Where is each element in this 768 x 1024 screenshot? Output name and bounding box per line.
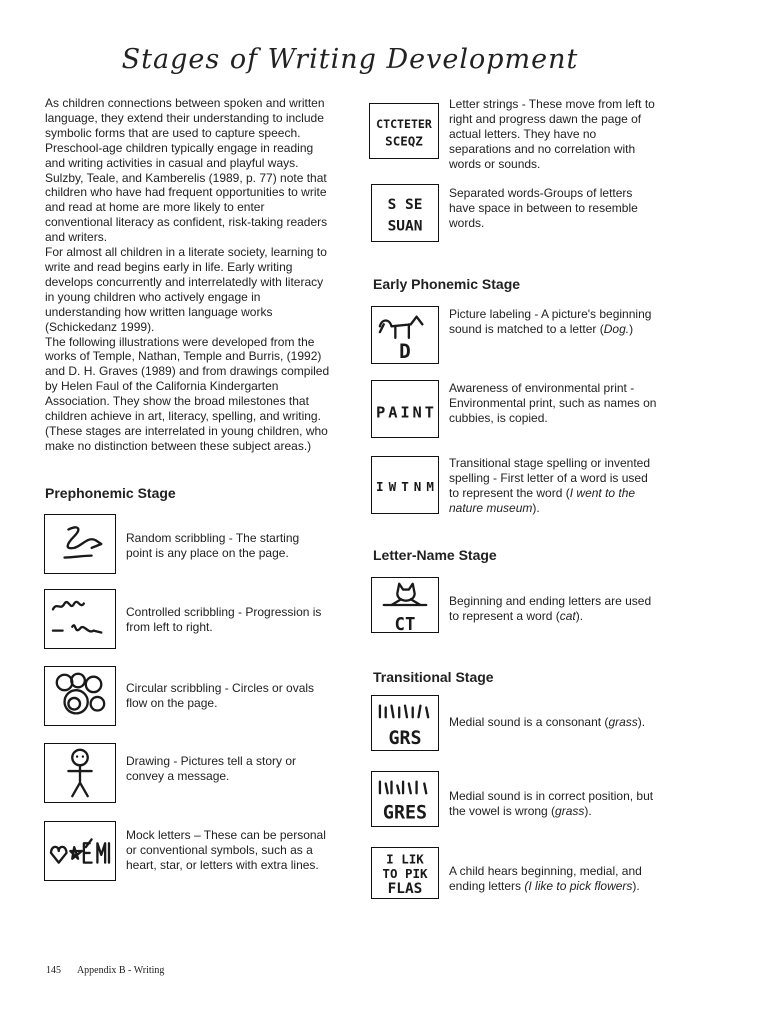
letter-strings-sample-2: SCEQZ bbox=[385, 133, 423, 149]
separated-words-image bbox=[371, 184, 439, 242]
separated-words-text: Separated words-Groups of letters have space in between to resemble words. bbox=[449, 186, 638, 230]
page-footer bbox=[46, 965, 178, 976]
controlled-scribble-image bbox=[44, 589, 116, 649]
intro-paragraph: As children connections between spoken and written language, they extend their understanding to include symbolic forms that are used to capture speech. Preschool-age children typically engage in reading and writing activities in casual and playful ways. Sulzby, Teale, and Kamberelis (1989, p. 77) note that children who have had frequent opportunities to write and read at home are more likely to enter conventional literacy as confident, risk-taking readers and writers. bbox=[45, 96, 328, 245]
circular-scribble-image bbox=[44, 666, 116, 726]
mock-letters-image bbox=[44, 821, 116, 881]
footer-label: Appendix B - Writing bbox=[76, 965, 165, 976]
transitional-complete-text: A child hears beginning, medial, and ending letters (I like to pick flowers). bbox=[449, 864, 642, 893]
transitional-heading: Transitional Stage bbox=[373, 669, 494, 685]
letter-name-heading: Letter-Name Stage bbox=[373, 547, 497, 563]
picture-labeling-text: Picture labeling - A picture's beginning sound is matched to a letter (Dog.) bbox=[449, 307, 652, 336]
invented-spelling-text: Transitional stage spelling or invented spelling - First letter of a word is used to represent the word (I went to the nature museum). bbox=[449, 456, 651, 515]
letter-name-image bbox=[371, 577, 439, 633]
drawing-image bbox=[44, 743, 116, 803]
transitional-complete-sample-1: I LIK bbox=[386, 851, 424, 867]
intro-paragraph: For almost all children in a literate society, learning to write and read begins early in life. Early writing develops concurrently and interrelatedly with literacy in young children who actively engage in understanding how written language works (Schickedanz 1999). bbox=[45, 245, 327, 334]
early-phonemic-heading: Early Phonemic Stage bbox=[373, 276, 521, 292]
letter-name-text: Beginning and ending letters are used to represent a word (cat). bbox=[449, 594, 652, 623]
transitional-vowel-sample: GRES bbox=[382, 802, 428, 824]
page-number: 145 bbox=[46, 965, 61, 976]
intro-text bbox=[45, 96, 330, 454]
drawing-text: Drawing - Pictures tell a story or convey a message. bbox=[126, 754, 297, 783]
transitional-complete-sample-2: TO PIK bbox=[382, 865, 428, 881]
separated-words-sample-1: S SE bbox=[387, 197, 423, 214]
picture-labeling-sample: D bbox=[399, 340, 411, 363]
random-scribble-text: Random scribbling - The starting point is any place on the page. bbox=[126, 531, 300, 560]
random-scribble-image bbox=[44, 514, 116, 574]
letter-strings-sample-1: CTCTETER bbox=[376, 117, 432, 132]
mock-letters-text: Mock letters – These can be personal or conventional symbols, such as a heart, star, or letters with extra lines. bbox=[126, 828, 326, 872]
transitional-vowel-text: Medial sound is in correct position, but the vowel is wrong (grass). bbox=[449, 789, 654, 818]
transitional-vowel-image bbox=[371, 771, 439, 827]
picture-labeling-image bbox=[371, 306, 439, 364]
transitional-complete-image bbox=[371, 847, 439, 899]
transitional-consonant-text: Medial sound is a consonant (grass). bbox=[449, 715, 646, 729]
letter-strings-text: Letter strings - These move from left to right and progress dawn the page of actual letters. They have no separations and no correlation with words or sounds. bbox=[449, 97, 655, 171]
circular-scribble-text: Circular scribbling - Circles or ovals flow on the page. bbox=[126, 681, 315, 710]
intro-paragraph: The following illustrations were developed from the works of Temple, Nathan, Temple and Burris, (1992) and D. H. Graves (1989) and from drawings compiled by Helen Faul of the California Kindergarten Association. They show the broad milestones that children achieve in art, literacy, spelling, and writing. (These stages are interrelated in young children, who make no distinction between these subject areas.) bbox=[45, 334, 330, 453]
controlled-scribble-text: Controlled scribbling - Progression is from left to right. bbox=[126, 605, 322, 634]
transitional-consonant-image bbox=[371, 695, 439, 751]
page-title: Stages of Writing Development bbox=[121, 44, 579, 75]
environmental-print-text: Awareness of environmental print - Environmental print, such as names on cubbies, is copied. bbox=[449, 381, 657, 425]
environmental-print-image bbox=[371, 380, 439, 438]
transitional-consonant-sample: GRS bbox=[388, 728, 422, 750]
letter-strings-image bbox=[369, 103, 439, 159]
prephonemic-heading: Prephonemic Stage bbox=[45, 485, 176, 501]
environmental-print-sample: PAINT bbox=[376, 403, 434, 422]
transitional-complete-sample-3: FLAS bbox=[387, 881, 423, 898]
invented-spelling-sample: IWTNM bbox=[376, 478, 434, 494]
invented-spelling-image bbox=[371, 456, 439, 514]
letter-name-sample: CT bbox=[394, 615, 416, 632]
separated-words-sample-2: SUAN bbox=[387, 218, 423, 235]
